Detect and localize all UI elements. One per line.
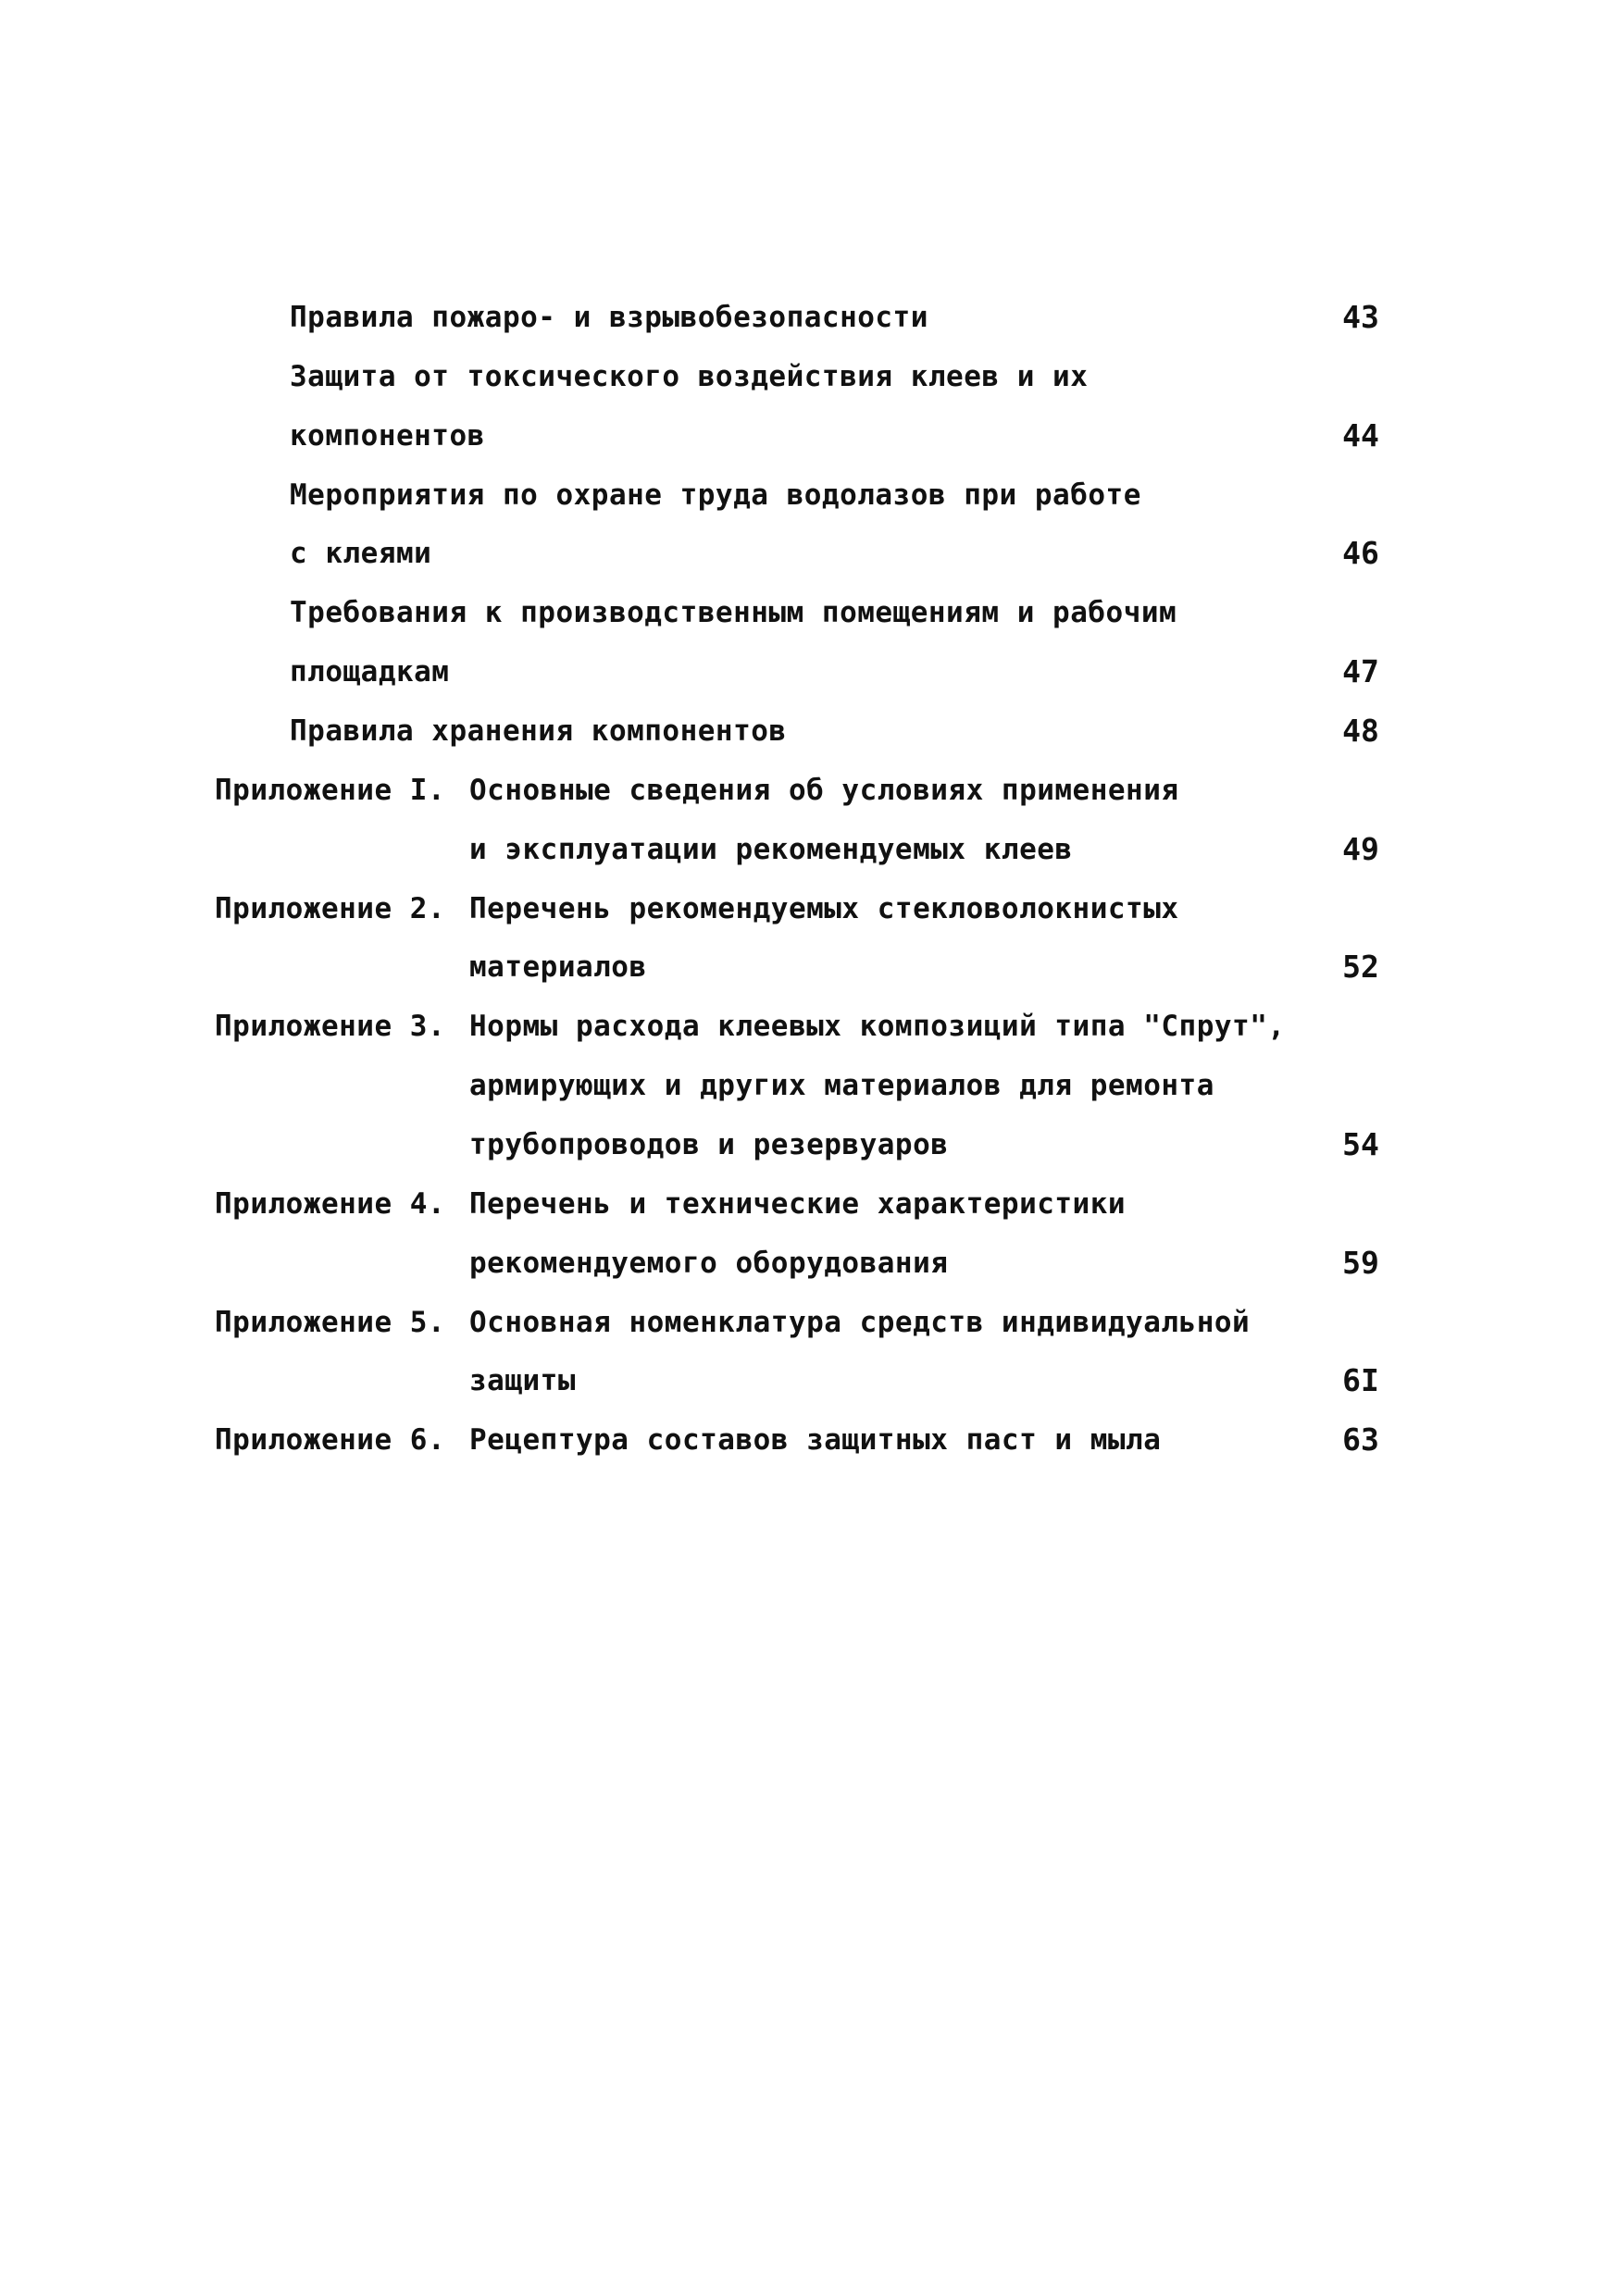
toc-page-number: 44	[1342, 417, 1379, 453]
toc-entry-toxic-protection: Защита от токсического воздействия клеев и их	[290, 360, 1089, 393]
toc-page-number: 48	[1342, 713, 1379, 749]
toc-entry-diver-safety-cont: с клеями	[290, 537, 432, 570]
appendix-3-title-cont: трубопроводов и резервуаров	[469, 1128, 949, 1161]
appendix-2-title: Перечень рекомендуемых стекловолокнистых	[469, 892, 1179, 925]
toc-page-number: 63	[1342, 1421, 1379, 1458]
appendix-2-title-cont: материалов	[469, 950, 647, 984]
appendix-5-title-cont: защиты	[469, 1364, 576, 1397]
appendix-5-title: Основная номенклатура средств индивидуальной	[469, 1306, 1251, 1339]
toc-entry-diver-safety: Мероприятия по охране труда водолазов при работе	[290, 478, 1141, 512]
appendix-label: Приложение 2.	[215, 892, 446, 925]
toc-entry-toxic-protection-cont: компонентов	[290, 419, 485, 453]
toc-entry-premises-requirements-cont: площадкам	[290, 655, 450, 689]
toc-entry-premises-requirements: Требования к производственным помещениям и рабочим	[290, 596, 1177, 629]
appendix-label: Приложение 5.	[215, 1306, 446, 1339]
appendix-label: Приложение I.	[215, 774, 446, 807]
toc-page-number: 52	[1342, 949, 1379, 985]
toc-entry-storage-rules: Правила хранения компонентов	[290, 714, 787, 748]
toc-page-number: 46	[1342, 535, 1379, 571]
toc-page-number: 59	[1342, 1245, 1379, 1281]
appendix-1-title-cont: и эксплуатации рекомендуемых клеев	[469, 833, 1073, 866]
toc-page-number: 47	[1342, 653, 1379, 689]
appendix-label: Приложение 4.	[215, 1187, 446, 1221]
toc-page-number: 6I	[1342, 1362, 1379, 1398]
appendix-4-title-cont: рекомендуемого оборудования	[469, 1247, 949, 1280]
appendix-3-title-cont: армирующих и других материалов для ремонта	[469, 1069, 1214, 1102]
appendix-6-title: Рецептура составов защитных паст и мыла	[469, 1423, 1162, 1457]
appendix-1-title: Основные сведения об условиях применения	[469, 774, 1179, 807]
toc-page-number: 43	[1342, 299, 1379, 335]
appendix-label: Приложение 6.	[215, 1423, 446, 1457]
toc-page-number: 54	[1342, 1126, 1379, 1162]
toc-entry-fire-safety: Правила пожаро- и взрывобезопасности	[290, 301, 928, 334]
appendix-label: Приложение 3.	[215, 1010, 446, 1043]
appendix-4-title: Перечень и технические характеристики	[469, 1187, 1127, 1221]
toc-page-number: 49	[1342, 831, 1379, 867]
appendix-3-title: Нормы расхода клеевых композиций типа "Спрут",	[469, 1010, 1286, 1043]
